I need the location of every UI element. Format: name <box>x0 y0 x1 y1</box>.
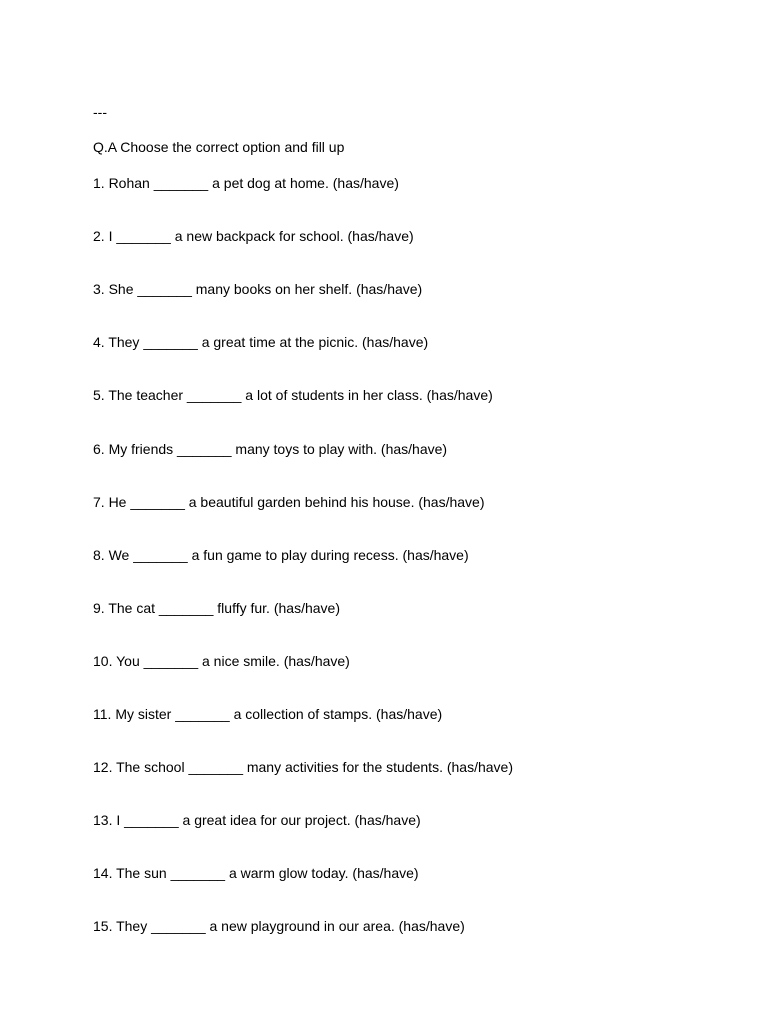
question-item: 15. They _______ a new playground in our area. (has/have) <box>93 918 465 934</box>
question-item: 1. Rohan _______ a pet dog at home. (has/have) <box>93 175 399 191</box>
section-heading: Q.A Choose the correct option and fill up <box>93 139 345 155</box>
question-item: 3. She _______ many books on her shelf. (has/have) <box>93 281 423 297</box>
separator-line: --- <box>93 104 107 120</box>
question-item: 4. They _______ a great time at the picnic. (has/have) <box>93 334 429 350</box>
question-item: 11. My sister _______ a collection of stamps. (has/have) <box>93 706 443 722</box>
question-item: 13. I _______ a great idea for our project. (has/have) <box>93 812 421 828</box>
question-item: 10. You _______ a nice smile. (has/have) <box>93 653 350 669</box>
question-item: 14. The sun _______ a warm glow today. (has/have) <box>93 865 419 881</box>
question-item: 7. He _______ a beautiful garden behind his house. (has/have) <box>93 494 485 510</box>
question-item: 2. I _______ a new backpack for school. (has/have) <box>93 228 414 244</box>
question-item: 8. We _______ a fun game to play during recess. (has/have) <box>93 547 469 563</box>
question-item: 12. The school _______ many activities for the students. (has/have) <box>93 759 513 775</box>
question-item: 9. The cat _______ fluffy fur. (has/have) <box>93 600 340 616</box>
question-item: 6. My friends _______ many toys to play with. (has/have) <box>93 441 448 457</box>
question-item: 5. The teacher _______ a lot of students in her class. (has/have) <box>93 387 493 403</box>
